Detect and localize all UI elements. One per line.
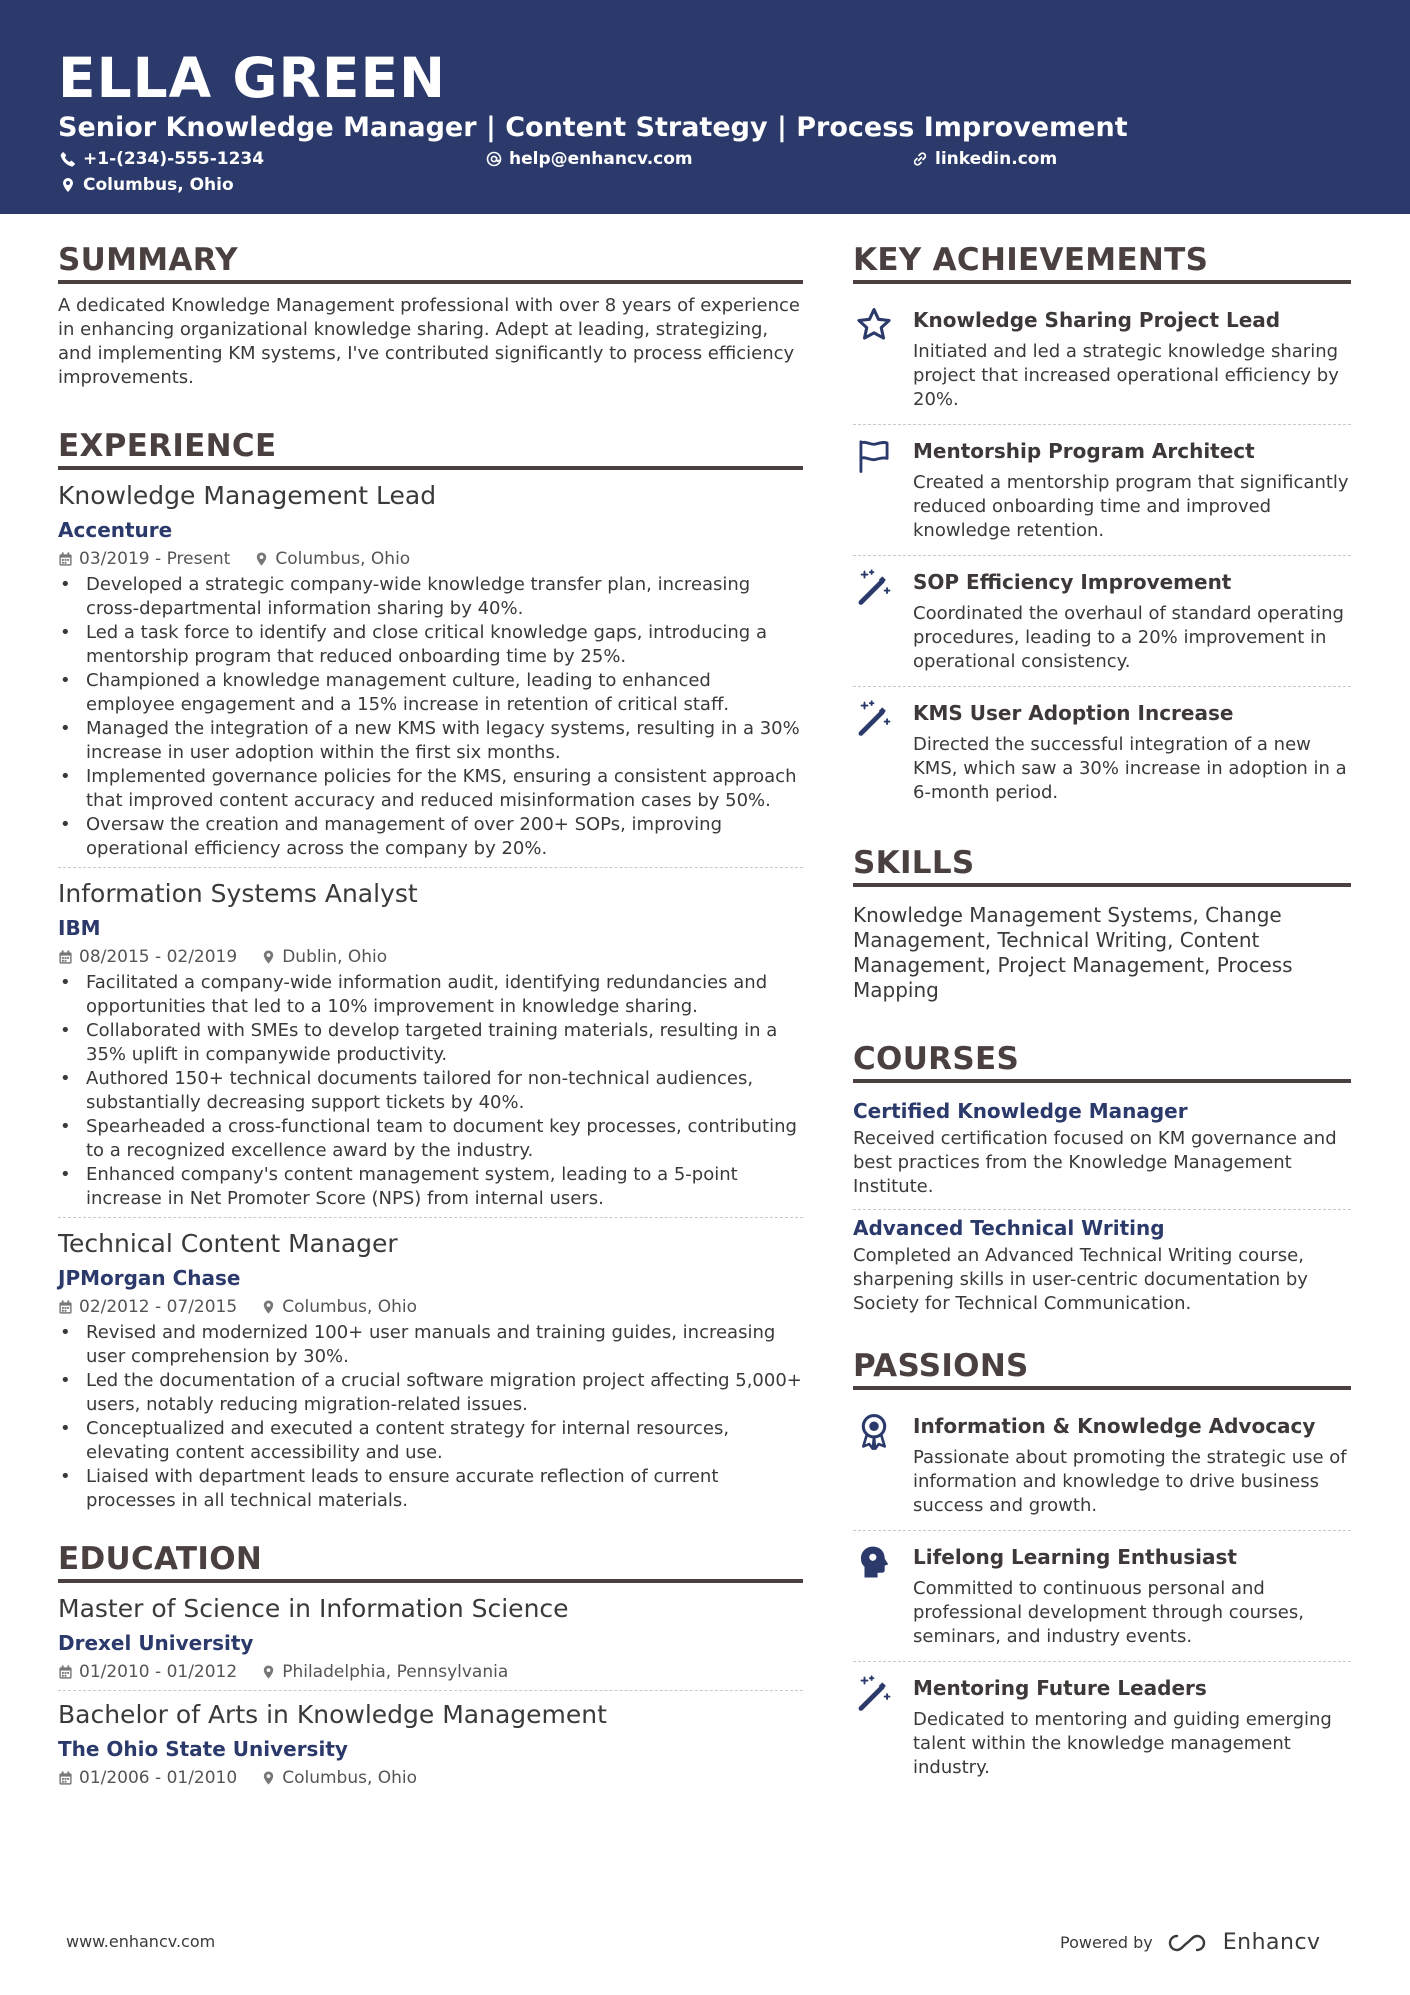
job-bullet: • Enhanced company's content management system, leading to a 5-point increase in Net Promoter Score (NPS) from internal users. [58, 1163, 803, 1211]
magic-wand-icon [855, 699, 893, 737]
magic-wand-icon [855, 568, 893, 606]
course-item [853, 1093, 1351, 1210]
job-bullet: • Liaised with department leads to ensure accurate reflection of current processes in all technical materials. [58, 1465, 803, 1513]
contact-linkedin[interactable] [912, 148, 1057, 170]
passion-item [853, 1400, 1351, 1531]
resume-header [0, 0, 1410, 214]
experience-item [58, 1228, 803, 1519]
job-location: Columbus, Ohio [275, 549, 411, 569]
location-pin-icon [254, 551, 269, 567]
course-desc: Completed an Advanced Technical Writing course, sharpening skills in user-centric documentation by Society for Technical Communication. [853, 1245, 1308, 1314]
job-bullet: • Developed a strategic company-wide knowledge transfer plan, increasing cross-departmental information sharing by 40%. [58, 573, 803, 621]
achievement-title: Knowledge Sharing Project Lead [913, 308, 1281, 332]
candidate-name: ELLA GREEN [58, 46, 447, 110]
achievement-item [853, 425, 1351, 556]
passion-title: Lifelong Learning Enthusiast [913, 1545, 1237, 1569]
edu-school: The Ohio State University [58, 1737, 348, 1761]
achievement-item [853, 687, 1351, 817]
job-dates: 03/2019 - Present [79, 549, 231, 569]
email-text: help@enhancv.com [509, 149, 693, 169]
course-title: Certified Knowledge Manager [853, 1099, 1188, 1123]
left-column [58, 240, 803, 1804]
job-bullet: • Collaborated with SMEs to develop targeted training materials, resulting in a 35% uplift in companywide productivity. [58, 1019, 803, 1067]
achievement-item [853, 294, 1351, 425]
passion-item [853, 1662, 1351, 1792]
experience-item [58, 878, 803, 1218]
brand-name: Enhancv [1222, 1930, 1321, 1955]
edu-degree: Master of Science in Information Science [58, 1594, 569, 1623]
job-location: Dublin, Ohio [282, 947, 388, 967]
summary-heading: SUMMARY [58, 240, 803, 284]
achievement-desc: Directed the successful integration of a new KMS, which saw a 30% increase in adoption in a 6-month period. [913, 734, 1347, 803]
achievements-heading: KEY ACHIEVEMENTS [853, 240, 1351, 284]
job-bullet: • Implemented governance policies for the KMS, ensuring a consistent approach that improved content accuracy and reduced misinformation cases by 50%. [58, 765, 803, 813]
job-dates: 08/2015 - 02/2019 [79, 947, 238, 967]
job-bullet: • Led a task force to identify and close critical knowledge gaps, introducing a mentorship program that reduced onboarding time by 25%. [58, 621, 803, 669]
footer-branding[interactable] [1060, 1930, 1321, 1955]
achievement-title: SOP Efficiency Improvement [913, 570, 1232, 594]
job-bullet: • Authored 150+ technical documents tailored for non-technical audiences, substantially decreasing support tickets by 40%. [58, 1067, 803, 1115]
achievement-desc: Created a mentorship program that significantly reduced onboarding time and improved knowledge retention. [913, 472, 1349, 541]
candidate-title: Senior Knowledge Manager | Content Strategy | Process Improvement [58, 112, 1128, 143]
job-meta [58, 945, 803, 969]
edu-location: Columbus, Ohio [282, 1768, 418, 1788]
course-title: Advanced Technical Writing [853, 1216, 1165, 1240]
edu-school: Drexel University [58, 1631, 254, 1655]
job-bullet: • Facilitated a company-wide information audit, identifying redundancies and opportunities that led to a 10% improvement in knowledge sharing. [58, 971, 803, 1019]
calendar-icon [58, 1664, 73, 1680]
experience-item [58, 480, 803, 868]
skills-text: Knowledge Management Systems, Change Management, Technical Writing, Content Management, Project Management, Process Mapping [853, 903, 1293, 1002]
linkedin-text: linkedin.com [935, 149, 1058, 169]
course-item [853, 1210, 1351, 1326]
right-column [853, 240, 1351, 1792]
job-location: Columbus, Ohio [282, 1297, 418, 1317]
location-pin-icon [261, 1664, 276, 1680]
contact-email[interactable] [486, 148, 693, 170]
job-role: Knowledge Management Lead [58, 481, 437, 510]
passion-desc: Committed to continuous personal and professional development through courses, seminars, and industry events. [913, 1578, 1304, 1647]
job-bullet: • Managed the integration of a new KMS with legacy systems, resulting in a 30% increase in user adoption within the first six months. [58, 717, 803, 765]
edu-location: Philadelphia, Pennsylvania [282, 1662, 509, 1682]
job-bullet: • Revised and modernized 100+ user manuals and training guides, increasing user comprehension by 30%. [58, 1321, 803, 1369]
job-company: JPMorgan Chase [58, 1266, 241, 1290]
job-company: Accenture [58, 518, 173, 542]
edu-dates: 01/2010 - 01/2012 [79, 1662, 238, 1682]
job-bullets [58, 971, 803, 1211]
summary-text: A dedicated Knowledge Management professional with over 8 years of experience in enhancing organizational knowledge sharing. Adept at leading, strategizing, and implementing KM systems, I've contributed significantly to process efficiency improvements. [58, 295, 800, 388]
job-bullet: • Spearheaded a cross-functional team to document key processes, contributing to a recognized excellence award by the industry. [58, 1115, 803, 1163]
achievement-item [853, 556, 1351, 687]
location-text: Columbus, Ohio [83, 175, 234, 195]
passions-heading: PASSIONS [853, 1346, 1351, 1390]
edu-degree: Bachelor of Arts in Knowledge Management [58, 1700, 607, 1729]
job-meta [58, 1295, 803, 1319]
achievement-desc: Coordinated the overhaul of standard operating procedures, leading to a 20% improvement in operational consistency. [913, 603, 1344, 672]
achievement-desc: Initiated and led a strategic knowledge sharing project that increased operational efficiency by 20%. [913, 341, 1339, 410]
link-icon [912, 151, 928, 167]
job-bullet: • Oversaw the creation and management of over 200+ SOPs, improving operational efficiency across the company by 20%. [58, 813, 803, 861]
calendar-icon [58, 949, 73, 965]
education-heading: EDUCATION [58, 1539, 803, 1583]
at-icon [486, 151, 502, 167]
flag-icon [855, 437, 893, 475]
passion-title: Mentoring Future Leaders [913, 1676, 1207, 1700]
calendar-icon [58, 1770, 73, 1786]
contact-location [60, 174, 234, 196]
education-item [58, 1593, 803, 1691]
phone-icon [60, 151, 76, 167]
edu-meta [58, 1660, 803, 1684]
location-pin-icon [261, 1770, 276, 1786]
star-icon [855, 306, 893, 344]
job-dates: 02/2012 - 07/2015 [79, 1297, 238, 1317]
head-icon [855, 1543, 893, 1581]
job-meta [58, 547, 803, 571]
edu-dates: 01/2006 - 01/2010 [79, 1768, 238, 1788]
passion-title: Information & Knowledge Advocacy [913, 1414, 1316, 1438]
enhancv-logo-icon [1163, 1931, 1211, 1955]
location-pin-icon [60, 177, 76, 193]
job-role: Technical Content Manager [58, 1229, 398, 1258]
footer-website[interactable]: www.enhancv.com [66, 1932, 216, 1951]
achievement-title: KMS User Adoption Increase [913, 701, 1234, 725]
location-pin-icon [261, 949, 276, 965]
passion-desc: Passionate about promoting the strategic use of information and knowledge to drive business success and growth. [913, 1447, 1347, 1516]
award-icon [855, 1412, 893, 1450]
magic-wand-icon [855, 1674, 893, 1712]
calendar-icon [58, 1299, 73, 1315]
experience-heading: EXPERIENCE [58, 426, 803, 470]
achievement-title: Mentorship Program Architect [913, 439, 1255, 463]
contact-phone[interactable] [60, 148, 264, 170]
edu-meta [58, 1766, 803, 1790]
job-bullets [58, 573, 803, 861]
job-bullets [58, 1321, 803, 1513]
job-bullet: • Conceptualized and executed a content strategy for internal resources, elevating content accessibility and use. [58, 1417, 803, 1465]
job-bullet: • Led the documentation of a crucial software migration project affecting 5,000+ users, notably reducing migration-related issues. [58, 1369, 803, 1417]
calendar-icon [58, 551, 73, 567]
powered-by-text: Powered by [1060, 1933, 1153, 1952]
skills-heading: SKILLS [853, 843, 1351, 887]
courses-heading: COURSES [853, 1039, 1351, 1083]
passion-item [853, 1531, 1351, 1662]
education-item [58, 1699, 803, 1796]
job-role: Information Systems Analyst [58, 879, 418, 908]
course-desc: Received certification focused on KM governance and best practices from the Knowledge Management Institute. [853, 1128, 1337, 1197]
job-company: IBM [58, 916, 101, 940]
passion-desc: Dedicated to mentoring and guiding emerging talent within the knowledge management industry. [913, 1709, 1332, 1778]
location-pin-icon [261, 1299, 276, 1315]
phone-text: +1-(234)-555-1234 [83, 149, 265, 169]
job-bullet: • Championed a knowledge management culture, leading to enhanced employee engagement and a 15% increase in retention of critical staff. [58, 669, 803, 717]
